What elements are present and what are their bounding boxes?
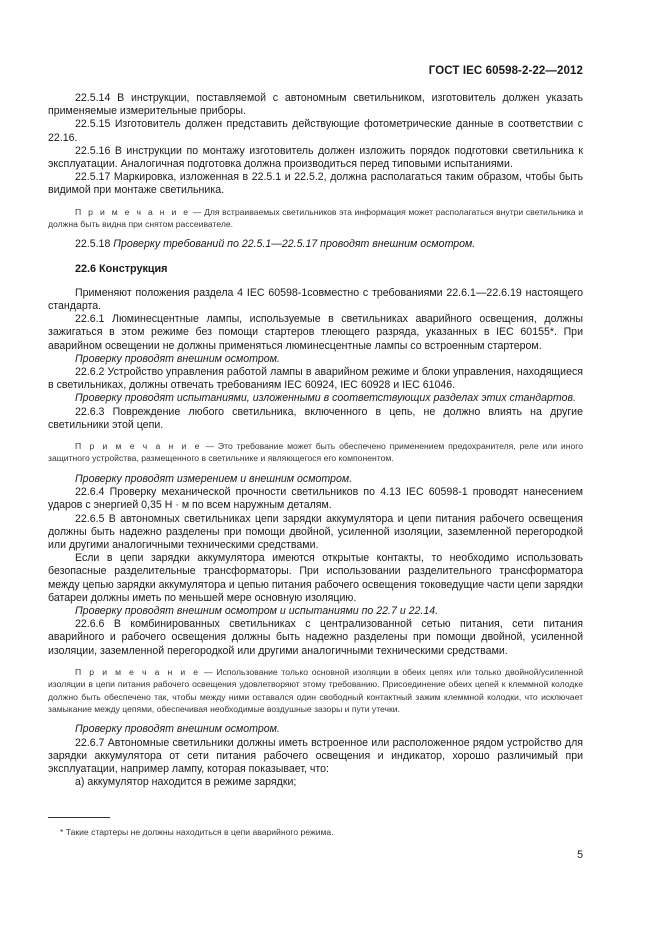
note-label: П р и м е ч а н и е [75, 666, 201, 677]
clause-22-6-4: 22.6.4 Проверку механической прочности светильников по 4.13 IEC 60598-1 проводят нанесением ударов с энергией 0,35 Н · м по всем наружным деталям. [48, 486, 583, 512]
page-body [48, 92, 583, 789]
clause-22-6-6: 22.6.6 В комбинированных светильниках с централизованной сетью питания, сети питания аварийного и рабочего освещения должны быть надежно разделены при помощи двойной, усиленной изоляции, заземленной перегородкой или другими аналогичными техническими средствами. [48, 618, 583, 657]
section-intro: Применяют положения раздела 4 IEC 60598-1совместно с требованиями 22.6.1—22.6.19 настоящего стандарта. [48, 286, 583, 313]
clause-22-5-17: 22.5.17 Маркировка, изложенная в 22.5.1 и 22.5.2, должна располагаться таким образом, чтобы быть видимой при монтаже светильника. [48, 171, 583, 197]
clause-22-6-5: 22.6.5 В автономных светильниках цепи зарядки аккумулятора и цепи питания рабочего освещения должны быть надежно разделены при помощи двойной, усиленной изоляции, заземленной перегородкой или другими аналогичными техническими средствами. [48, 512, 583, 551]
note-1 [48, 206, 583, 231]
clause-number: 22.5.18 [75, 238, 114, 251]
check-measure: Проверку проводят измерением и внешним осмотром. [75, 472, 353, 485]
page-number: 5 [577, 849, 583, 861]
footnote-divider [48, 817, 110, 818]
check-visual: Проверку проводят внешним осмотром. [75, 352, 280, 365]
check-visual-tests: Проверку проводят внешним осмотром и испытаниями по 22.7 и 22.14. [75, 604, 439, 617]
clause-22-6-2: 22.6.2 Устройство управления работой лампы в аварийном режиме и блоки управления, находящиеся в светильниках, должны отвечать требованиям IEC 60924, IEC 60928 и IEC 61046. [48, 366, 583, 392]
clause-22-6-7: 22.6.7 Автономные светильники должны иметь встроенное или расположенное рядом устройство для зарядки аккумулятора от сети питания рабочего освещения и индикатор, хорошо различимый при эксплуатации, например лампу, которая показывает, что: [48, 736, 583, 775]
note-3 [48, 666, 583, 716]
clause-22-5-15: 22.5.15 Изготовитель должен представить действующие фотометрические данные в соответствии с 22.16. [48, 118, 583, 144]
note-label: П р и м е ч а н и е [75, 441, 202, 452]
note-2 [48, 440, 583, 465]
clause-22-6-3: 22.6.3 Повреждение любого светильника, включенного в цепь, не должно влиять на другие светильники этой цепи. [48, 405, 583, 431]
note-text: — Это требование может быть обеспечено применением предохранителя, реле или иного защитного устройства, размещенного в светильнике и являющегося его компонентом. [48, 441, 583, 464]
clause-22-5-16: 22.5.16 В инструкции по монтажу изготовитель должен изложить порядок подготовки светильника к эксплуатации. Аналогичная подготовка должна производиться перед типовыми испытаниями. [48, 144, 583, 171]
document-header-id: ГОСТ IEC 60598-2-22—2012 [428, 65, 583, 77]
clause-22-5-14: 22.5.14 В инструкции, поставляемой с автономным светильником, изготовитель должен указать применяемые измерительные приборы. [48, 92, 583, 118]
footnote: * Такие стартеры не должны находиться в цепи аварийного режима. [60, 827, 334, 837]
section-heading-22-6: 22.6 Конструкция [75, 262, 168, 275]
list-item-a: а) аккумулятор находится в режиме зарядки; [75, 776, 297, 789]
clause-22-5-18 [48, 238, 583, 251]
note-label: П р и м е ч а н и е [75, 206, 191, 217]
clause-text: Проверку требований по 22.5.1—22.5.17 проводят внешним осмотром. [113, 238, 476, 251]
clause-22-6-5-continued: Если в цепи зарядки аккумулятора имеются открытые контакты, то необходимо использовать безопасные разделительные трансформаторы. При использовании разделительного трансформатора между цепью зарядки аккумулятора и цепью питания рабочего освещения токоведущие части цепи зарядки батареи должны иметь по меньшей мере основную изоляцию. [48, 552, 583, 604]
check-visual-2: Проверку проводят внешним осмотром. [75, 723, 280, 736]
clause-22-6-1: 22.6.1 Люминесцентные лампы, используемые в светильниках аварийного освещения, должны зажигаться в этом режиме без помощи стартеров тлеющего разряда, указанных в IEC 60155*. При аварийном освещении не должны применяться люминесцентные лампы со встроенным стартером. [48, 313, 583, 352]
note-text: — Использование только основной изоляции в обеих цепях или только двойной/усиленной изоляции в цепи питания рабочего освещения удовлетворяют этому требованию. Присоединение обеих цепей к клеммной колодке должно быть обеспечено так, чтобы между ними оставался один свободный контактный зажим клеммной колодки, что исключает замыкание между цепями, обеспечивая необходимые воздушные зазоры и пути утечки. [48, 666, 583, 714]
check-tests: Проверку проводят испытаниями, изложенными в соответствующих разделах этих стандартов. [75, 392, 576, 405]
note-text: — Для встраиваемых светильников эта информация может располагаться внутри светильника и должна быть видна при снятом рассеивателе. [48, 206, 583, 230]
